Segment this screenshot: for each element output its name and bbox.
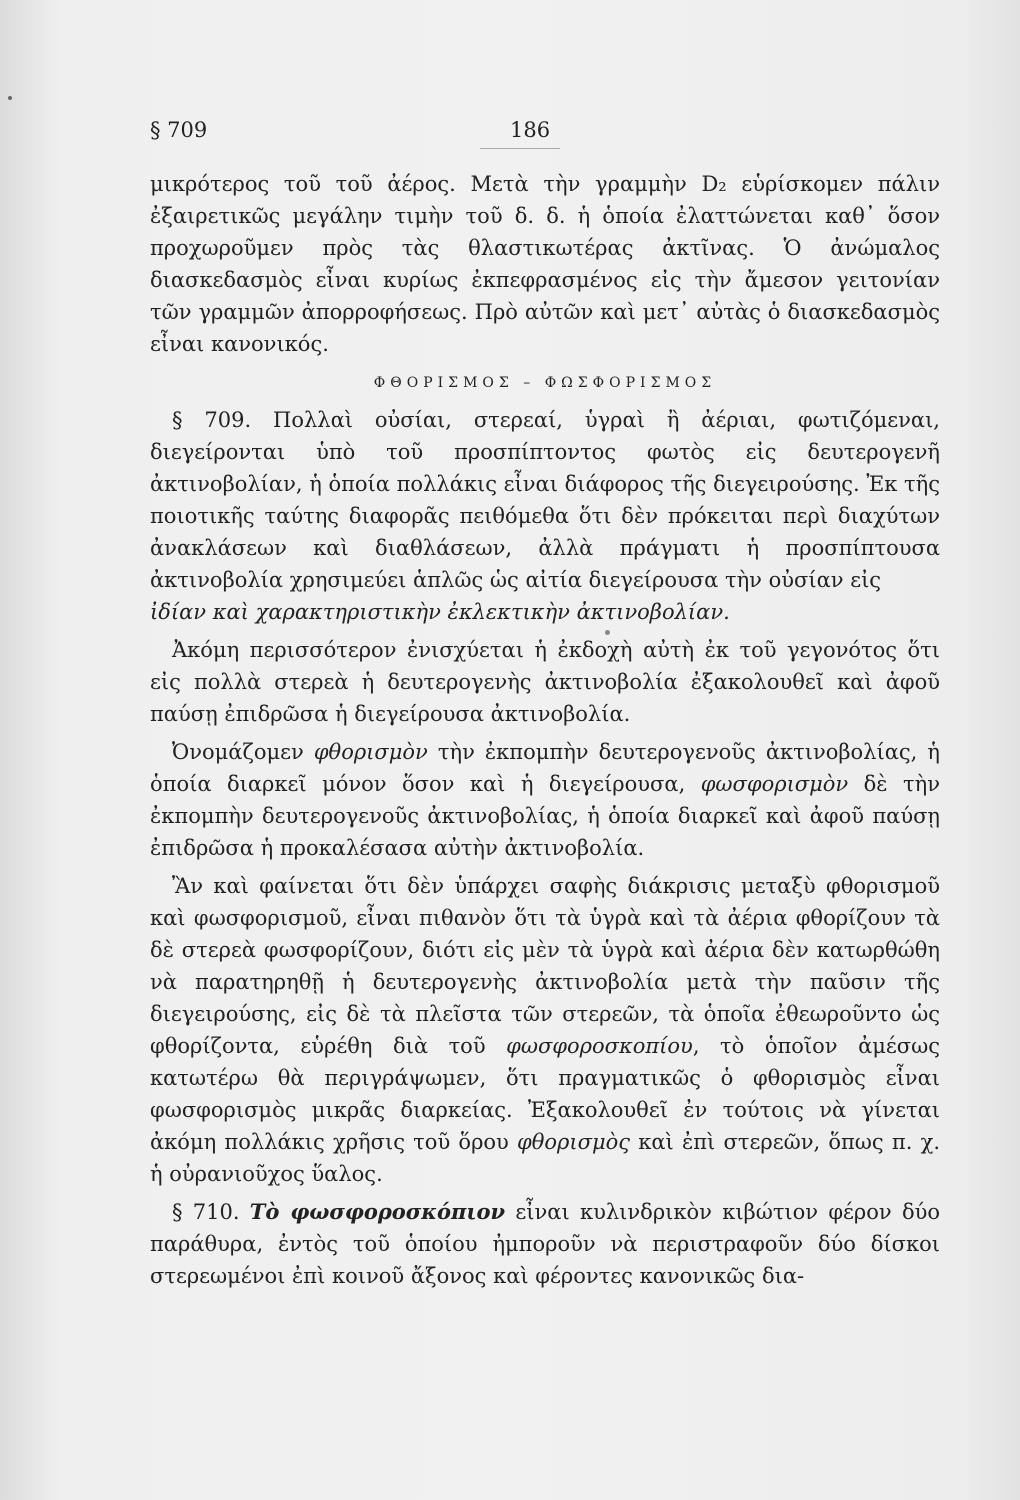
margin-speck (8, 96, 12, 100)
paragraph-709-4 (150, 870, 940, 1190)
header-rule (480, 148, 560, 149)
p710-text: εἶναι κυλινδρικὸν κιβώτιον φέρον δύο παράθυρα, ἐντὸς τοῦ ὁποίου ἠμποροῦν νὰ περιστραφοῦν δύο δίσκοι στερεωμένοι ἐπὶ κοινοῦ ἄξονος καὶ φέροντες κανονικῶς δια- (150, 1200, 941, 1288)
paragraph-709-3 (150, 736, 940, 864)
term-fluorescence-2: φθορισμὸς (517, 1130, 631, 1154)
header-section-ref: § 709 (150, 118, 208, 142)
paragraph-710 (150, 1196, 940, 1292)
p4-part-c: , τὸ ὁποῖον ἀμέσως κατωτέρω θὰ περιγράψωμεν, ὅτι πραγματικῶς ὁ φθορισμὸς εἶναι φωσφορισμὸς μικρᾶς διαρκείας. Ἐξακολουθεῖ ἐν τούτοις νὰ γίνεται ἀκόμη πολλάκις χρῆσις τοῦ ὅρου (150, 1034, 941, 1154)
term-phosphorescence: φωσφορισμὸν (700, 772, 849, 796)
term-fluorescence: φθορισμὸν (313, 740, 428, 764)
paragraph-709-2: Ἀκόμη περισσότερον ἐνισχύεται ἡ ἐκδοχὴ αὐτὴ ἐκ τοῦ γεγονότος ὅτι εἰς πολλὰ στερεὰ ἡ δευτερογενὴς ἀκτινοβολία ἐξακολουθεῖ καὶ ἀφοῦ παύσῃ ἐπιδρῶσα ἡ διεγείρουσα ἀκτινοβολία. (150, 638, 940, 726)
term-phosphoroscope: φωσφοροσκοπίου (506, 1034, 693, 1058)
running-header (150, 118, 940, 148)
paragraph-709-italic-line: ἰδίαν καὶ χαρακτηριστικὴν ἐκλεκτικὴν ἀκτινοβολίαν. (150, 600, 730, 624)
p3-part-a: Ὀνομάζομεν (172, 740, 314, 764)
page-number: 186 (510, 118, 551, 142)
p4-part-a: Ἂν καὶ φαίνεται ὅτι δὲν ὑπάρχει σαφὴς διάκρισις μεταξὺ φθορισμοῦ καὶ φωσφορισμοῦ, εἶναι πιθανὸν ὅτι τὰ ὑγρὰ καὶ τὰ ἀέρια φθορίζουν τὰ δὲ στερεὰ φωσφορίζουν, διότι εἰς μὲν τὰ ὑγρὰ καὶ ἀέρια δὲν κατωρθώθη νὰ παρατηρηθῇ ἡ δευτερογενὴς ἀκτινοβολία μετὰ τὴν παῦσιν τῆς διεγειρούσης, εἰς δὲ τὰ πλεῖστα τῶν στερεῶν, τὰ ὁποῖα ἐθεωροῦντο ὡς φθορίζοντα, εὑρέθη διὰ τοῦ (150, 874, 940, 1058)
paragraph-709-intro (150, 404, 940, 596)
page-body (150, 168, 940, 1298)
paragraph-709-text: § 709. Πολλαὶ οὐσίαι, στερεαί, ὑγραὶ ἢ ἀέριαι, φωτιζόμεναι, διεγείρονται ὑπὸ τοῦ προσπίπτοντος φωτὸς εἰς δευτερογενῆ ἀκτινοβολίαν, ἡ ὁποία πολλάκις εἶναι διάφορος τῆς διεγειρούσης. Ἐκ τῆς ποιοτικῆς ταύτης διαφορᾶς πειθόμεθα ὅτι δὲν πρόκειται περὶ διαχύτων ἀνακλάσεων καὶ διαθλάσεων, ἀλλὰ πράγματι ἡ προσπίπτουσα ἀκτινοβολία χρησιμεύει ἁπλῶς ὡς αἰτία διεγείρουσα τὴν οὐσίαν εἰς (150, 408, 940, 592)
p3-part-e: δὲ τὴν ἐκπομπὴν δευτερογενοῦς ἀκτινοβολίας, ἡ ὁποία διαρκεῖ καὶ ἀφοῦ παύσῃ ἐπιδρῶσα ἡ προκαλέσασα αὐτὴν ἀκτινοβολία. (150, 772, 941, 860)
paragraph-dispersion: μικρότερος τοῦ τοῦ ἀέρος. Μετὰ τὴν γραμμὴν D₂ εὑρίσκομεν πάλιν ἐξαιρετικῶς μεγάλην τιμὴν τοῦ δ. δ. ἡ ὁποία ἐλαττώνεται καθ᾽ ὅσον προχωροῦμεν πρὸς τὰς θλαστικωτέρας ἀκτῖνας. Ὁ ἀνώμαλος διασκεδασμὸς εἶναι κυρίως ἐκπεφρασμένος εἰς τὴν ἄμεσον γειτονίαν τῶν γραμμῶν ἀπορροφήσεως. Πρὸ αὐτῶν καὶ μετ᾽ αὐτὰς ὁ διασκεδασμὸς εἶναι κανονικός. (150, 172, 940, 356)
section-heading: ΦΘΟΡΙΣΜΟΣ – ΦΩΣΦΟΡΙΣΜΟΣ (373, 375, 717, 391)
p3-part-c: τὴν ἐκπομπὴν δευτερογενοῦς ἀκτινοβολίας, ἡ ὁποία διαρκεῖ μόνον ὅσον καὶ ἡ διεγείρουσα, (150, 740, 940, 796)
term-phosphoroscope-bold: Τὸ φωσφοροσκόπιον (249, 1199, 506, 1224)
p4-part-e: καὶ ἐπὶ στερεῶν, ὅπως π. χ. ἡ οὐρανιοῦχος ὕαλος. (150, 1130, 940, 1186)
p710-section: § 710. (172, 1200, 250, 1224)
